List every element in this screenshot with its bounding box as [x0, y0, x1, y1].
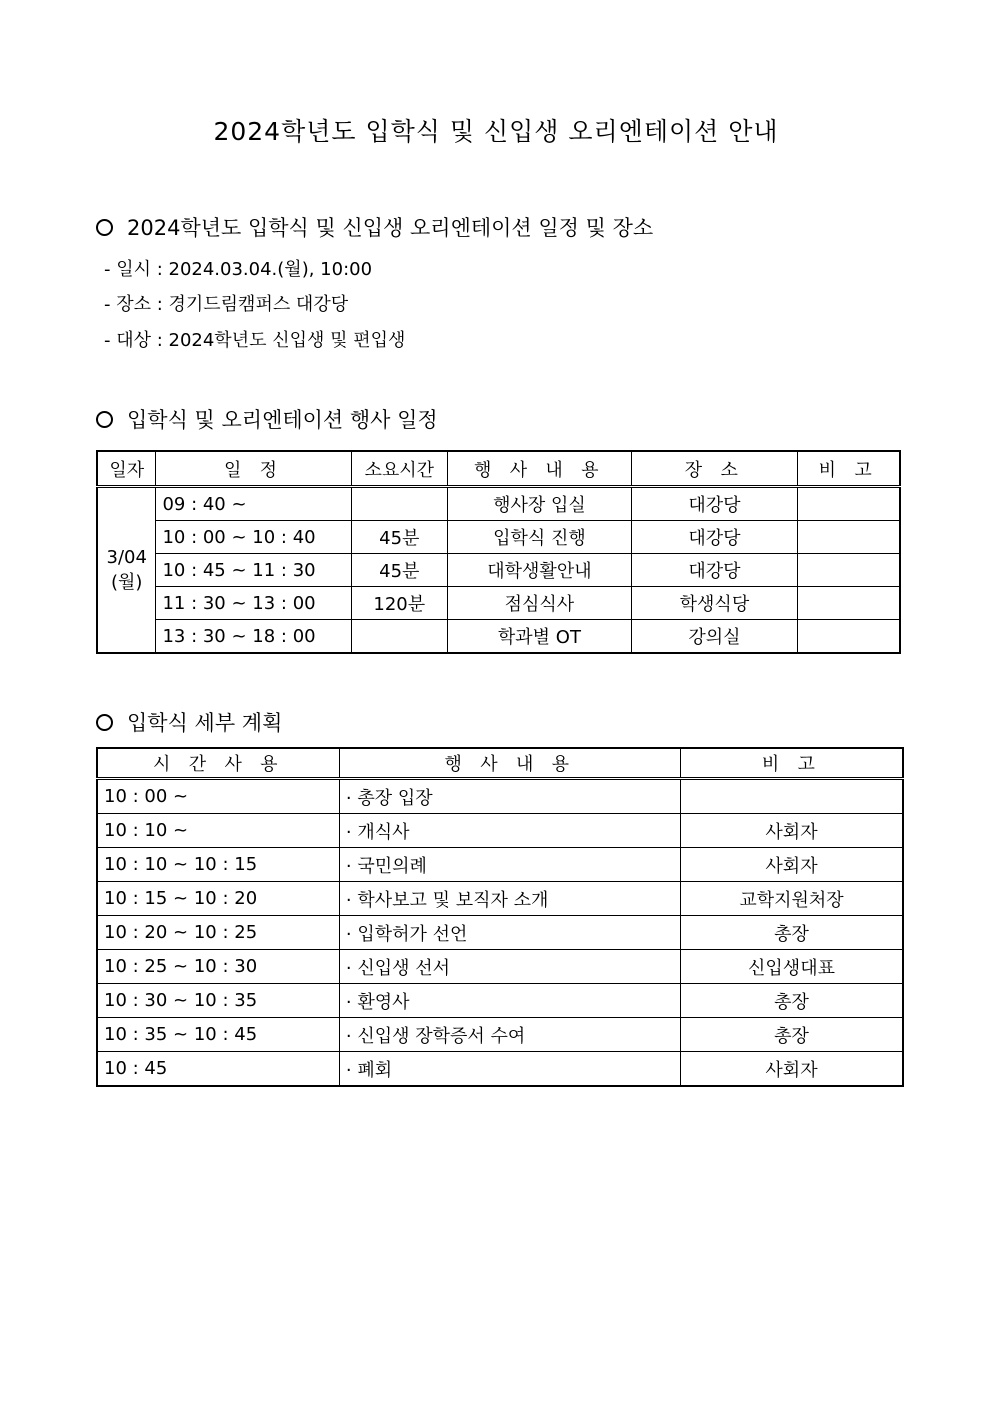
- time-cell: 10 : 25 ~ 10 : 30: [97, 950, 339, 984]
- event-cell: · 입학허가 선언: [339, 916, 680, 950]
- duration-cell: [351, 620, 447, 654]
- table-row: [97, 916, 903, 950]
- note-cell: 총장: [681, 916, 903, 950]
- time-cell: 10 : 45: [97, 1052, 339, 1087]
- section3-heading: [96, 707, 282, 737]
- note-cell: 총장: [681, 984, 903, 1018]
- event-cell: · 신입생 장학증서 수여: [339, 1018, 680, 1052]
- header-note: 비 고: [681, 748, 903, 779]
- header-date: 일자: [97, 451, 156, 487]
- circle-bullet-icon: [96, 714, 113, 731]
- section2-heading: [96, 404, 438, 434]
- document-title: 2024학년도 입학식 및 신입생 오리엔테이션 안내: [213, 117, 779, 146]
- header-event: 행 사 내 용: [447, 451, 631, 487]
- date-cell: [97, 487, 156, 654]
- section1-heading-text: 2024학년도 입학식 및 신입생 오리엔테이션 일정 및 장소: [127, 216, 654, 240]
- time-cell: 11 : 30 ~ 13 : 00: [156, 587, 351, 620]
- event-cell: 점심식사: [447, 587, 631, 620]
- table-row: [97, 779, 903, 814]
- table-row: [97, 554, 900, 587]
- time-cell: 10 : 45 ~ 11 : 30: [156, 554, 351, 587]
- note-cell: 총장: [681, 1018, 903, 1052]
- event-cell: · 환영사: [339, 984, 680, 1018]
- header-note: 비 고: [797, 451, 900, 487]
- note-cell: [797, 620, 900, 654]
- event-cell: · 국민의례: [339, 848, 680, 882]
- header-duration: 소요시간: [351, 451, 447, 487]
- note-cell: 사회자: [681, 848, 903, 882]
- table-row: [97, 984, 903, 1018]
- event-cell: 대학생활안내: [447, 554, 631, 587]
- note-cell: [797, 487, 900, 521]
- table-row: [97, 587, 900, 620]
- table-row: [97, 487, 900, 521]
- time-cell: 10 : 00 ~: [97, 779, 339, 814]
- note-cell: [797, 521, 900, 554]
- section3-heading-text: 입학식 세부 계획: [127, 711, 283, 735]
- time-cell: 10 : 30 ~ 10 : 35: [97, 984, 339, 1018]
- table-row: [97, 814, 903, 848]
- duration-cell: 120분: [351, 587, 447, 620]
- duration-cell: 45분: [351, 521, 447, 554]
- header-schedule: 일 정: [156, 451, 351, 487]
- event-cell: 학과별 OT: [447, 620, 631, 654]
- time-cell: 10 : 00 ~ 10 : 40: [156, 521, 351, 554]
- section2-heading-text: 입학식 및 오리엔테이션 행사 일정: [127, 408, 438, 432]
- time-cell: 10 : 15 ~ 10 : 20: [97, 882, 339, 916]
- header-time: 시 간 사 용: [97, 748, 339, 779]
- event-cell: · 개식사: [339, 814, 680, 848]
- table-row: [97, 620, 900, 654]
- circle-bullet-icon: [96, 219, 113, 236]
- time-cell: 10 : 20 ~ 10 : 25: [97, 916, 339, 950]
- time-cell: 13 : 30 ~ 18 : 00: [156, 620, 351, 654]
- place-cell: 학생식당: [632, 587, 798, 620]
- event-cell: 입학식 진행: [447, 521, 631, 554]
- ceremony-plan-table: [96, 747, 904, 1087]
- table-row: [97, 521, 900, 554]
- note-cell: [797, 587, 900, 620]
- note-cell: [797, 554, 900, 587]
- note-cell: [681, 779, 903, 814]
- place-cell: 강의실: [632, 620, 798, 654]
- duration-cell: [351, 487, 447, 521]
- table-header-row: [97, 451, 900, 487]
- note-cell: 사회자: [681, 1052, 903, 1087]
- event-cell: · 학사보고 및 보직자 소개: [339, 882, 680, 916]
- header-event: 행 사 내 용: [339, 748, 680, 779]
- info-date: - 일시 : 2024.03.04.(월), 10:00: [104, 259, 373, 280]
- header-place: 장 소: [632, 451, 798, 487]
- event-cell: · 총장 입장: [339, 779, 680, 814]
- table-row: [97, 848, 903, 882]
- date-text: 3/04: [106, 546, 147, 568]
- note-cell: 사회자: [681, 814, 903, 848]
- table-row: [97, 1018, 903, 1052]
- circle-bullet-icon: [96, 411, 113, 428]
- info-target: - 대상 : 2024학년도 신입생 및 편입생: [104, 330, 406, 351]
- event-cell: 행사장 입실: [447, 487, 631, 521]
- info-place: - 장소 : 경기드림캠퍼스 대강당: [104, 294, 349, 315]
- table-row: [97, 1052, 903, 1087]
- event-cell: · 신입생 선서: [339, 950, 680, 984]
- table-row: [97, 950, 903, 984]
- place-cell: 대강당: [632, 487, 798, 521]
- note-cell: 신입생대표: [681, 950, 903, 984]
- duration-cell: 45분: [351, 554, 447, 587]
- time-cell: 10 : 10 ~ 10 : 15: [97, 848, 339, 882]
- note-cell: 교학지원처장: [681, 882, 903, 916]
- table-header-row: [97, 748, 903, 779]
- place-cell: 대강당: [632, 554, 798, 587]
- time-cell: 09 : 40 ~: [156, 487, 351, 521]
- time-cell: 10 : 10 ~: [97, 814, 339, 848]
- day-text: (월): [111, 571, 143, 593]
- place-cell: 대강당: [632, 521, 798, 554]
- schedule-table: [96, 450, 901, 654]
- time-cell: 10 : 35 ~ 10 : 45: [97, 1018, 339, 1052]
- section1-heading: [96, 212, 653, 242]
- event-cell: · 폐회: [339, 1052, 680, 1087]
- table-row: [97, 882, 903, 916]
